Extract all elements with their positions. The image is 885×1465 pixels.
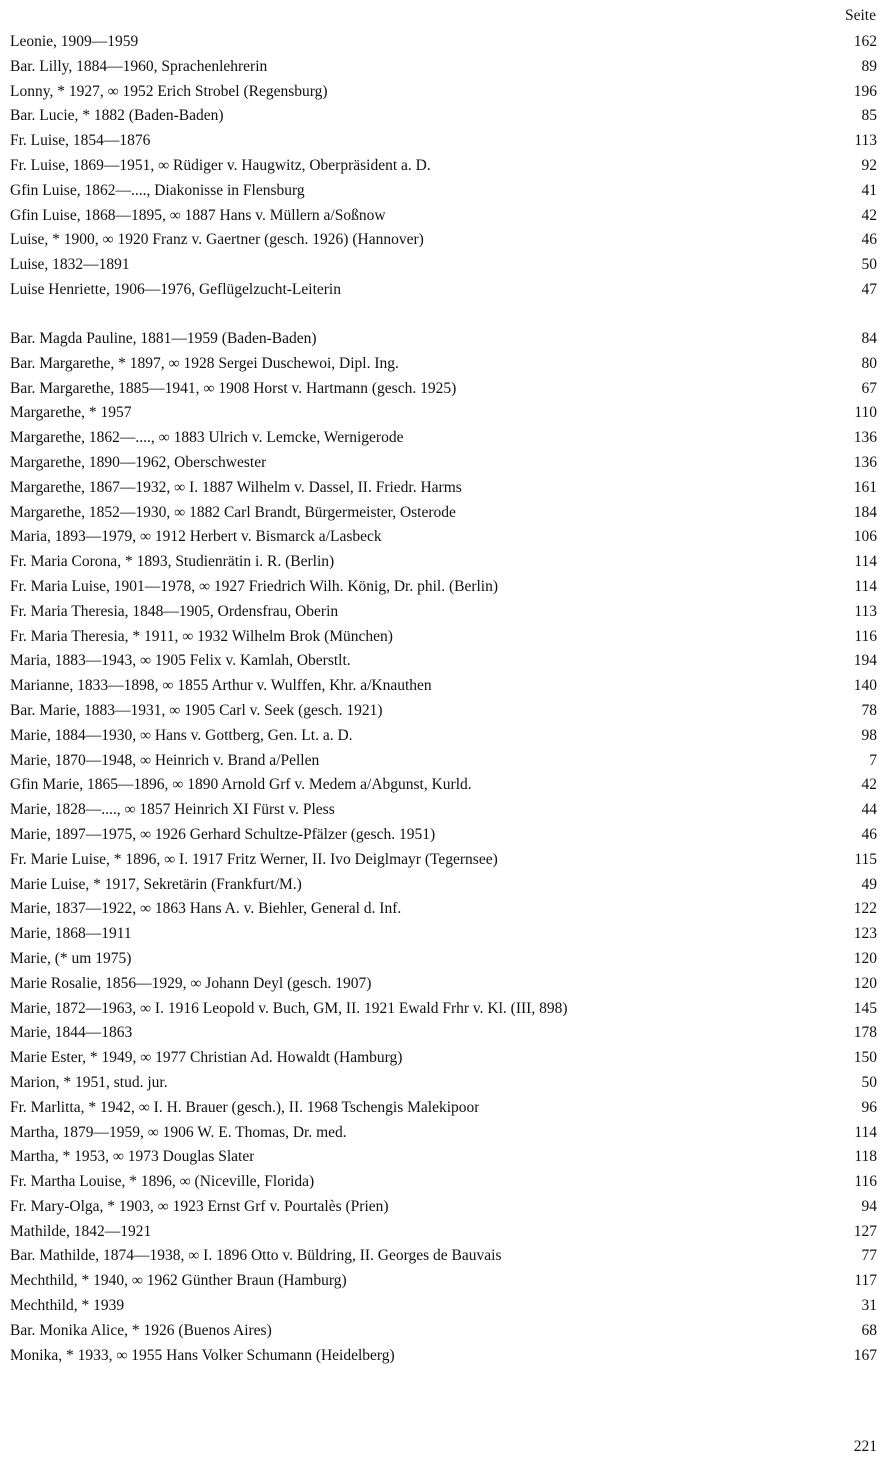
- entry-page: 162: [853, 33, 877, 50]
- index-entry: [10, 550, 877, 575]
- index-entry: [10, 1121, 877, 1146]
- entry-page: 136: [853, 453, 877, 471]
- entry-page: 49: [861, 875, 877, 893]
- entry-text: Gfin Luise, 1862—...., Diakonisse in Flensburg: [10, 181, 305, 199]
- index-entry: [10, 947, 877, 972]
- entry-text: Marie, 1837—1922, ∞ 1863 Hans A. v. Biehler, General d. Inf.: [10, 900, 402, 918]
- index-entry: [10, 1096, 877, 1121]
- index-entry: [10, 724, 877, 749]
- entry-text: Marie Rosalie, 1856—1929, ∞ Johann Deyl (gesch. 1907): [10, 974, 372, 992]
- entry-page: 50: [861, 1073, 877, 1091]
- entry-page: 113: [854, 132, 877, 150]
- index-entry: [10, 699, 877, 724]
- entry-text: Fr. Maria Corona, * 1893, Studienrätin i. R. (Berlin): [10, 553, 335, 571]
- entry-text: Marie, (* um 1975): [10, 949, 132, 967]
- entry-text: Margarethe, * 1957: [10, 404, 132, 422]
- entry-page: 196: [853, 82, 877, 100]
- entry-page: 42: [861, 776, 877, 794]
- index-section-m: [10, 327, 877, 1368]
- entry-text: Marie Luise, * 1917, Sekretärin (Frankfurt/M.): [10, 875, 302, 893]
- entry-text: Mathilde, 1842—1921: [10, 1222, 152, 1240]
- index-entry: [10, 55, 877, 80]
- entry-page: 150: [853, 1049, 877, 1067]
- index-entry: [10, 897, 877, 922]
- index-entry: [10, 501, 877, 526]
- entry-text: Martha, 1879—1959, ∞ 1906 W. E. Thomas, Dr. med.: [10, 1123, 347, 1141]
- entry-page: 116: [854, 627, 877, 645]
- entry-text: Fr. Maria Theresia, * 1911, ∞ 1932 Wilhelm Brok (München): [10, 627, 393, 645]
- entry-page: 114: [854, 577, 877, 595]
- entry-page: 167: [853, 1346, 877, 1364]
- entry-text: Monika, * 1933, ∞ 1955 Hans Volker Schumann (Heidelberg): [10, 1346, 395, 1364]
- entry-page: 89: [861, 57, 877, 75]
- index-entry: [10, 997, 877, 1022]
- index-entry: [10, 401, 877, 426]
- index-entry: [10, 922, 877, 947]
- index-entry: [10, 1319, 877, 1344]
- entry-text: Luise, * 1900, ∞ 1920 Franz v. Gaertner (gesch. 1926) (Hannover): [10, 231, 424, 249]
- entry-page: 67: [861, 379, 877, 397]
- entry-text: Bar. Marie, 1883—1931, ∞ 1905 Carl v. Seek (gesch. 1921): [10, 701, 383, 719]
- entry-text: Marianne, 1833—1898, ∞ 1855 Arthur v. Wulffen, Khr. a/Knauthen: [10, 677, 432, 695]
- entry-text: Bar. Lilly, 1884—1960, Sprachenlehrerin: [10, 57, 268, 75]
- index-entry: [10, 1195, 877, 1220]
- index-section-l: [10, 30, 877, 303]
- entry-page: 184: [853, 503, 877, 521]
- entry-text: Bar. Margarethe, 1885—1941, ∞ 1908 Horst v. Hartmann (gesch. 1925): [10, 379, 457, 397]
- entry-page: 94: [861, 1197, 877, 1215]
- page-number: 221: [853, 1438, 877, 1455]
- entry-text: Leonie, 1909—1959: [10, 33, 139, 50]
- index-entry: [10, 179, 877, 204]
- index-entry: [10, 873, 877, 898]
- entry-page: 85: [861, 107, 877, 125]
- entry-page: 68: [861, 1321, 877, 1339]
- entry-page: 77: [861, 1247, 877, 1265]
- index-entry: [10, 1344, 877, 1369]
- entry-page: 136: [853, 429, 877, 447]
- entry-text: Bar. Monika Alice, * 1926 (Buenos Aires): [10, 1321, 272, 1339]
- entry-text: Marie, 1844—1863: [10, 1024, 133, 1042]
- entry-page: 140: [853, 677, 877, 695]
- entry-text: Fr. Marie Luise, * 1896, ∞ I. 1917 Fritz Werner, II. Ivo Deiglmayr (Tegernsee): [10, 850, 498, 868]
- entry-text: Marie, 1872—1963, ∞ I. 1916 Leopold v. Buch, GM, II. 1921 Ewald Frhr v. Kl. (III, 898): [10, 999, 568, 1017]
- entry-page: 114: [854, 1123, 877, 1141]
- entry-text: Marie, 1828—...., ∞ 1857 Heinrich XI Fürst v. Pless: [10, 801, 335, 819]
- entry-page: 120: [853, 974, 877, 992]
- entry-text: Bar. Magda Pauline, 1881—1959 (Baden-Baden): [10, 330, 317, 347]
- index-entry: [10, 575, 877, 600]
- entry-text: Gfin Luise, 1868—1895, ∞ 1887 Hans v. Müllern a/Soßnow: [10, 206, 386, 224]
- entry-page: 120: [853, 949, 877, 967]
- index-entry: [10, 773, 877, 798]
- entry-page: 122: [853, 900, 877, 918]
- index-entry: [10, 972, 877, 997]
- index-entry: [10, 327, 877, 352]
- index-entry: [10, 1145, 877, 1170]
- index-entry: [10, 426, 877, 451]
- entry-text: Margarethe, 1890—1962, Oberschwester: [10, 453, 267, 471]
- entry-text: Margarethe, 1852—1930, ∞ 1882 Carl Brandt, Bürgermeister, Osterode: [10, 503, 456, 521]
- index-entry: [10, 823, 877, 848]
- entry-page: 92: [861, 156, 877, 174]
- entry-text: Fr. Martha Louise, * 1896, ∞ (Niceville, Florida): [10, 1173, 315, 1191]
- entry-text: Luise, 1832—1891: [10, 256, 130, 274]
- index-entry: [10, 749, 877, 774]
- entry-page: 41: [861, 181, 877, 199]
- entry-page: 161: [853, 478, 877, 496]
- index-entry: [10, 848, 877, 873]
- entry-page: 194: [853, 652, 877, 670]
- entry-page: 110: [854, 404, 877, 422]
- index-entry: [10, 600, 877, 625]
- entry-text: Fr. Maria Luise, 1901—1978, ∞ 1927 Friedrich Wilh. König, Dr. phil. (Berlin): [10, 577, 499, 595]
- entry-page: 31: [861, 1297, 877, 1315]
- index-entry: [10, 129, 877, 154]
- index-entry: [10, 1071, 877, 1096]
- index-entry: [10, 625, 877, 650]
- entry-page: 98: [861, 726, 877, 744]
- index-entry: [10, 649, 877, 674]
- entry-page: 46: [861, 825, 877, 843]
- entry-text: Margarethe, 1862—...., ∞ 1883 Ulrich v. Lemcke, Wernigerode: [10, 429, 404, 447]
- index-entry: [10, 30, 877, 55]
- entry-page: 7: [869, 751, 877, 769]
- index-entry: [10, 1244, 877, 1269]
- index-entry: [10, 253, 877, 278]
- index-entry: [10, 476, 877, 501]
- entry-page: 46: [861, 231, 877, 249]
- entry-text: Marie, 1870—1948, ∞ Heinrich v. Brand a/Pellen: [10, 751, 320, 769]
- entry-text: Mechthild, * 1939: [10, 1297, 125, 1315]
- entry-text: Bar. Lucie, * 1882 (Baden-Baden): [10, 107, 224, 125]
- entry-text: Marie, 1884—1930, ∞ Hans v. Gottberg, Gen. Lt. a. D.: [10, 726, 353, 744]
- entry-page: 114: [854, 553, 877, 571]
- index-entry: [10, 104, 877, 129]
- index-entry: [10, 228, 877, 253]
- entry-page: 80: [861, 354, 877, 372]
- entry-page: 44: [861, 801, 877, 819]
- entry-text: Margarethe, 1867—1932, ∞ I. 1887 Wilhelm v. Dassel, II. Friedr. Harms: [10, 478, 462, 496]
- entry-page: 50: [861, 256, 877, 274]
- index-entry: [10, 1269, 877, 1294]
- page-column-label: Seite: [845, 7, 876, 24]
- index-entry: [10, 204, 877, 229]
- entry-page: 116: [854, 1173, 877, 1191]
- index-entry: [10, 674, 877, 699]
- index-entry: [10, 1170, 877, 1195]
- entry-text: Fr. Luise, 1854—1876: [10, 132, 151, 150]
- entry-page: 127: [853, 1222, 877, 1240]
- entry-page: 113: [854, 602, 877, 620]
- index-entry: [10, 80, 877, 105]
- entry-text: Marie Ester, * 1949, ∞ 1977 Christian Ad. Howaldt (Hamburg): [10, 1049, 403, 1067]
- index-entry: [10, 377, 877, 402]
- index-entry: [10, 1294, 877, 1319]
- entry-page: 117: [854, 1272, 877, 1290]
- entry-text: Gfin Marie, 1865—1896, ∞ 1890 Arnold Grf v. Medem a/Abgunst, Kurld.: [10, 776, 472, 794]
- entry-text: Fr. Luise, 1869—1951, ∞ Rüdiger v. Haugwitz, Oberpräsident a. D.: [10, 156, 431, 174]
- index-entry: [10, 798, 877, 823]
- entry-page: 78: [861, 701, 877, 719]
- entry-text: Martha, * 1953, ∞ 1973 Douglas Slater: [10, 1148, 255, 1166]
- entry-text: Fr. Marlitta, * 1942, ∞ I. H. Brauer (gesch.), II. 1968 Tschengis Malekipoor: [10, 1098, 480, 1116]
- entry-text: Lonny, * 1927, ∞ 1952 Erich Strobel (Regensburg): [10, 82, 328, 100]
- entry-text: Maria, 1893—1979, ∞ 1912 Herbert v. Bismarck a/Lasbeck: [10, 528, 382, 546]
- entry-text: Marie, 1868—1911: [10, 925, 132, 943]
- index-entry: [10, 525, 877, 550]
- entry-page: 118: [854, 1148, 877, 1166]
- entry-page: 47: [861, 280, 877, 298]
- entry-text: Bar. Mathilde, 1874—1938, ∞ I. 1896 Otto v. Büldring, II. Georges de Bauvais: [10, 1247, 502, 1265]
- entry-text: Maria, 1883—1943, ∞ 1905 Felix v. Kamlah, Oberstlt.: [10, 652, 351, 670]
- entry-page: 42: [861, 206, 877, 224]
- entry-text: Bar. Margarethe, * 1897, ∞ 1928 Sergei Duschewoi, Dipl. Ing.: [10, 354, 399, 372]
- index-entry: [10, 154, 877, 179]
- index-entry: [10, 1021, 877, 1046]
- entry-page: 96: [861, 1098, 877, 1116]
- index-entry: [10, 352, 877, 377]
- entry-page: 145: [853, 999, 877, 1017]
- entry-page: 115: [854, 850, 877, 868]
- entry-text: Marie, 1897—1975, ∞ 1926 Gerhard Schultze-Pfälzer (gesch. 1951): [10, 825, 436, 843]
- entry-page: 84: [861, 330, 877, 347]
- index-entry: [10, 278, 877, 303]
- entry-page: 178: [853, 1024, 877, 1042]
- entry-page: 123: [853, 925, 877, 943]
- index-entry: [10, 1046, 877, 1071]
- entry-page: 106: [853, 528, 877, 546]
- index-entry: [10, 451, 877, 476]
- index-entry: [10, 1220, 877, 1245]
- entry-text: Mechthild, * 1940, ∞ 1962 Günther Braun (Hamburg): [10, 1272, 347, 1290]
- entry-text: Fr. Mary-Olga, * 1903, ∞ 1923 Ernst Grf v. Pourtalès (Prien): [10, 1197, 389, 1215]
- entry-text: Marion, * 1951, stud. jur.: [10, 1073, 168, 1091]
- entry-text: Fr. Maria Theresia, 1848—1905, Ordensfrau, Oberin: [10, 602, 339, 620]
- entry-text: Luise Henriette, 1906—1976, Geflügelzucht-Leiterin: [10, 280, 341, 298]
